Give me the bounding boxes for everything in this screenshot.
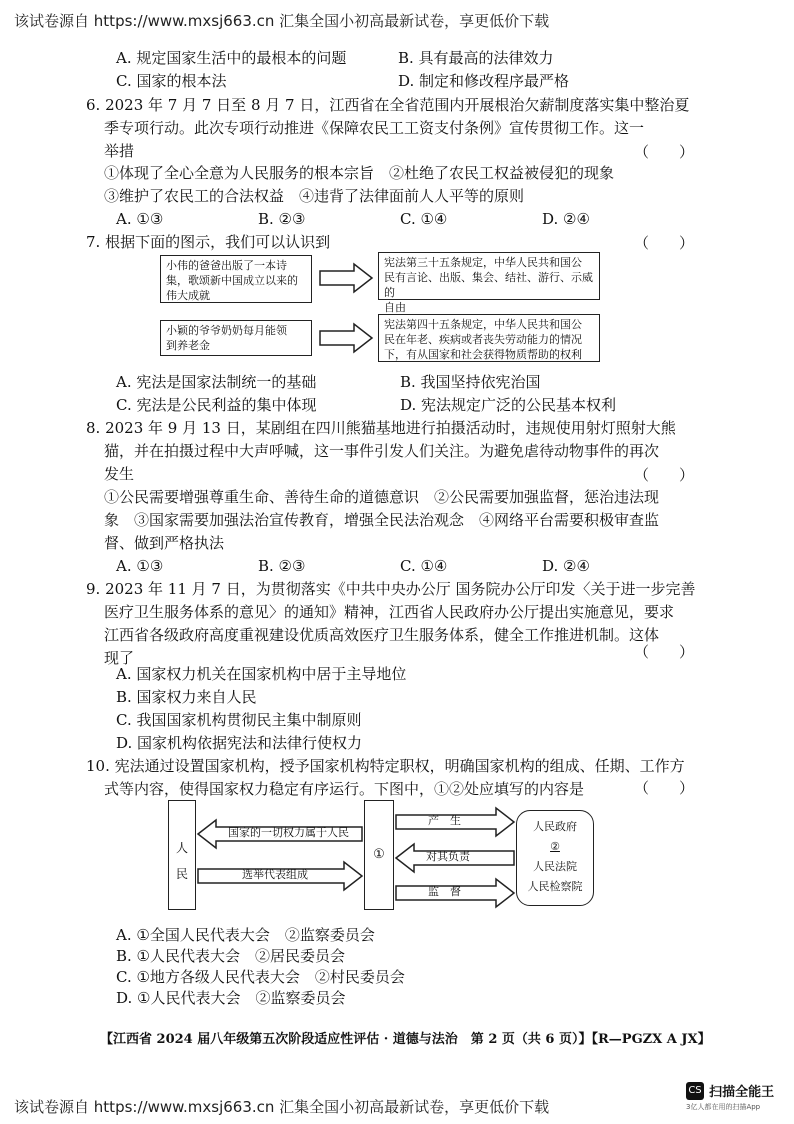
q8-stem-line3: 发生 [104, 465, 135, 483]
q9-option-c: C. 我国国家机构贯彻民主集中制原则 [116, 711, 362, 729]
watermark-label: 该试卷源自 [14, 12, 90, 30]
q10-people-box [168, 800, 196, 910]
q8-stem-line1: 8. 2023 年 9 月 13 日，某剧组在四川熊猫基地进行拍摄活动时，违规使用射灯照射大熊 [86, 419, 676, 437]
q8-option-c: C. ①④ [400, 557, 448, 575]
q10-organ-2-blank: ② [550, 840, 560, 853]
page-footer: 【江西省 2024 届八年级第五次阶段适应性评估 · 道德与法治 第 2 页（共 6 页）】【R—PGZX A JX】 [100, 1032, 711, 1047]
q7-stem: 7. 根据下面的图示，我们可以认识到 [86, 233, 331, 251]
q8-item2: 象 ③国家需要加强法治宣传教育，增强全民法治观念 ④网络平台需要积极审查监 [104, 511, 660, 529]
q7-box-pension-line1: 小颖的爷爷奶奶每月能领 [166, 324, 287, 337]
q5-option-a: A. 规定国家生活中的最根本的问题 [116, 49, 347, 67]
q6-option-a: A. ①③ [116, 210, 164, 228]
q7-option-c: C. 宪法是公民利益的集中体现 [116, 396, 317, 414]
q7-box-article35-line3: 自由 [384, 301, 406, 314]
watermark-url[interactable]: https://www.mxsj663.cn [93, 12, 275, 30]
q7-option-b: B. 我国坚持依宪治国 [400, 373, 541, 391]
scanner-app-slogan: 3亿人都在用的扫描App [686, 1103, 761, 1111]
q10-arrow-supervise-label: 监 督 [428, 885, 461, 898]
q7-box-poet-line2: 集，歌颂新中国成立以来的 [166, 274, 298, 287]
top-watermark [14, 10, 549, 31]
q10-people-char2: 民 [175, 867, 188, 881]
q6-option-b: B. ②③ [258, 210, 306, 228]
q10-arrow-produce-label: 产 生 [428, 814, 461, 827]
q9-option-b: B. 国家权力来自人民 [116, 688, 257, 706]
q7-box-article35-line1: 宪法第三十五条规定，中华人民共和国公 [384, 256, 582, 269]
q8-option-a: A. ①③ [116, 557, 164, 575]
q9-option-d: D. 国家机构依据宪法和法律行使权力 [116, 734, 363, 752]
q7-arrow-1 [318, 262, 374, 294]
q10-option-b: B. ①人民代表大会 ②居民委员会 [116, 947, 346, 965]
q7-box-article45-line3: 下，有从国家和社会获得物质帮助的权利 [384, 348, 582, 361]
q7-box-pension-line2: 到养老金 [166, 339, 210, 352]
q5-option-d: D. 制定和修改程序最严格 [398, 72, 570, 90]
q10-option-a: A. ①全国人民代表大会 ②监察委员会 [116, 926, 375, 944]
watermark-url[interactable]: https://www.mxsj663.cn [93, 1098, 275, 1116]
q7-box-poet-line1: 小伟的爸爸出版了一本诗 [166, 259, 287, 272]
watermark-tail: 汇集全国小初高最新试卷，享更低价下载 [279, 1098, 550, 1116]
camscanner-icon: CS [686, 1082, 704, 1100]
q10-people-court: 人民法院 [533, 860, 577, 873]
q10-stem-line1: 10. 宪法通过设置国家机构，授予国家机构特定职权，明确国家机构的组成、任期、工作方 [86, 757, 685, 775]
q6-stem-line3: 举措 [104, 142, 135, 160]
q6-stem-line2: 季专项行动。此次专项行动推进《保障农民工工资支付条例》宣传贯彻工作。这一 [104, 119, 645, 137]
q8-item3: 督、做到严格执法 [104, 534, 225, 552]
q7-option-a: A. 宪法是国家法制统一的基础 [116, 373, 317, 391]
q10-organ-1-box: ① [364, 800, 394, 910]
q5-option-c: C. 国家的根本法 [116, 72, 227, 90]
q9-stem-line4: 现了 [104, 649, 135, 667]
watermark-tail: 汇集全国小初高最新试卷，享更低价下载 [279, 12, 550, 30]
q10-arrow-power-label: 国家的一切权力属于人民 [228, 826, 349, 839]
q7-option-d: D. 宪法规定广泛的公民基本权利 [400, 396, 617, 414]
q9-stem-line1: 9. 2023 年 11 月 7 日，为贯彻落实《中共中央办公厅 国务院办公厅印发〈关于进一步完善 [86, 580, 696, 598]
q9-stem-line2: 医疗卫生服务体系的意见〉的通知》精神，江西省人民政府办公厅提出实施意见，要求 [104, 603, 675, 621]
q10-people-government: 人民政府 [533, 820, 577, 833]
q10-state-organs-box [516, 810, 594, 906]
q10-option-c: C. ①地方各级人民代表大会 ②村民委员会 [116, 968, 405, 986]
q10-arrow-responsible-label: 对其负责 [426, 850, 470, 863]
q10-people-procuratorate: 人民检察院 [527, 880, 583, 893]
scanner-logo [686, 1080, 774, 1112]
watermark-label: 该试卷源自 [14, 1098, 90, 1116]
q6-item1: ①体现了全心全意为人民服务的根本宗旨 ②杜绝了农民工权益被侵犯的现象 [104, 164, 615, 182]
q6-stem-line1: 6. 2023 年 7 月 7 日至 8 月 7 日，江西省在全省范围内开展根治欠薪制度落实集中整治夏 [86, 96, 690, 114]
q7-box-article45 [378, 314, 600, 362]
scanner-app-name: 扫描全能王 [709, 1085, 775, 1100]
q8-stem-line2: 猫，并在拍摄过程中大声呼喊，这一事件引发人们关注。为避免虐待动物事件的再次 [104, 442, 660, 460]
q7-box-article35 [378, 252, 600, 314]
q10-arrow-elect-label: 选举代表组成 [242, 868, 308, 881]
q5-option-b: B. 具有最高的法律效力 [398, 49, 554, 67]
q7-box-article45-line1: 宪法第四十五条规定，中华人民共和国公 [384, 318, 582, 331]
q7-box-poet [160, 255, 312, 303]
q7-box-pension [160, 320, 312, 356]
q10-answer-paren: （ ） [634, 779, 695, 797]
q6-option-d: D. ②④ [542, 210, 590, 228]
q6-item2: ③维护了农民工的合法权益 ④违背了法律面前人人平等的原则 [104, 187, 525, 205]
q8-option-b: B. ②③ [258, 557, 306, 575]
q9-option-a: A. 国家权力机关在国家机构中居于主导地位 [116, 665, 407, 683]
q7-box-article35-line2: 民有言论、出版、集会、结社、游行、示威的 [384, 271, 593, 299]
q9-answer-paren: （ ） [634, 643, 695, 661]
q6-answer-paren: （ ） [634, 143, 695, 161]
q8-option-d: D. ②④ [542, 557, 590, 575]
q8-answer-paren: （ ） [634, 466, 695, 484]
q6-option-c: C. ①④ [400, 210, 448, 228]
q10-option-d: D. ①人民代表大会 ②监察委员会 [116, 989, 346, 1007]
q7-box-poet-line3: 伟大成就 [166, 289, 210, 302]
bottom-watermark [14, 1096, 549, 1117]
q9-stem-line3: 江西省各级政府高度重视建设优质高效医疗卫生服务体系，健全工作推进机制。这体 [104, 626, 660, 644]
q8-item1: ①公民需要增强尊重生命、善待生命的道德意识 ②公民需要加强监督，惩治违法现 [104, 488, 660, 506]
q10-stem-line2: 式等内容，使得国家权力稳定有序运行。下图中，①②处应填写的内容是 [104, 780, 585, 798]
q7-arrow-2 [318, 322, 374, 354]
q7-box-article45-line2: 民在年老、疾病或者丧失劳动能力的情况 [384, 333, 582, 346]
q7-answer-paren: （ ） [634, 234, 695, 252]
q10-people-char1: 人 [175, 841, 188, 855]
